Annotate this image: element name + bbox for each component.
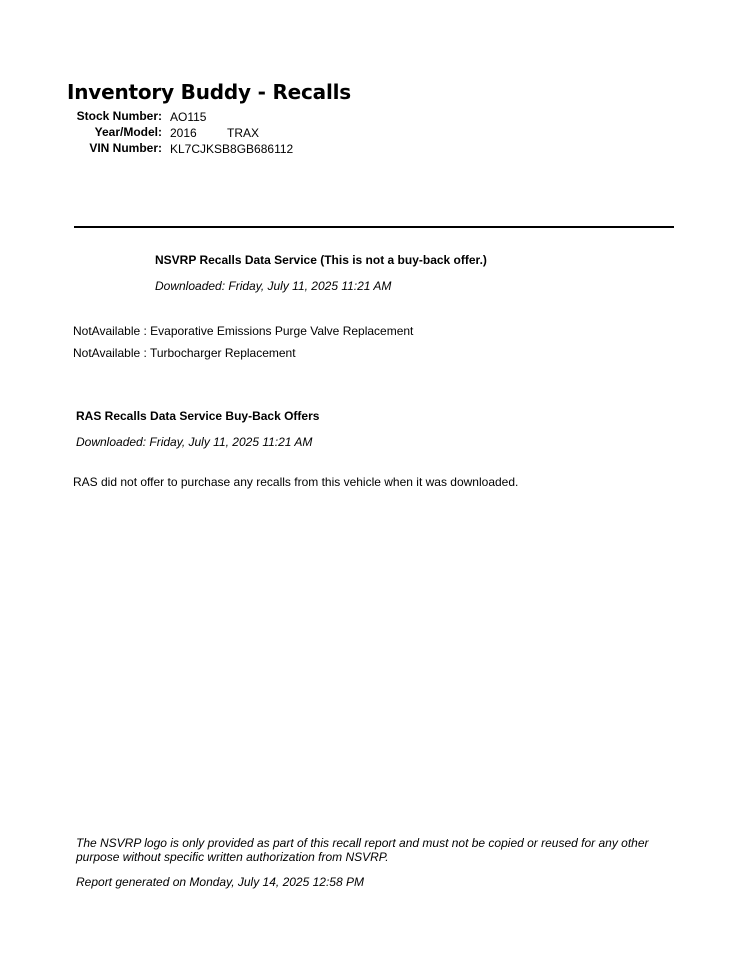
stock-number-value: AO115	[170, 110, 207, 124]
nsvrp-heading: NSVRP Recalls Data Service (This is not a buy-back offer.)	[155, 253, 487, 267]
model-value: TRAX	[227, 126, 260, 140]
ras-downloaded-date: Downloaded: Friday, July 11, 2025 11:21 AM	[76, 435, 313, 449]
recall-item: NotAvailable : Evaporative Emissions Purge Valve Replacement	[73, 324, 414, 338]
ras-message: RAS did not offer to purchase any recalls from this vehicle when it was downloaded.	[73, 475, 519, 489]
vin-number-value: KL7CJKSB8GB686112	[170, 142, 294, 156]
disclaimer-text: The NSVRP logo is only provided as part of this recall report and must not be copied or reused for any other purpose without specific written authorization from NSVRP.	[76, 836, 649, 864]
year-value: 2016	[170, 126, 197, 140]
ras-heading: RAS Recalls Data Service Buy-Back Offers	[76, 409, 320, 423]
report-generated-text: Report generated on Monday, July 14, 2025 12:58 PM	[76, 875, 364, 889]
page-title: Inventory Buddy - Recalls	[67, 80, 351, 104]
stock-number-label: Stock Number:	[76, 109, 162, 123]
section-divider	[74, 226, 674, 228]
recall-item: NotAvailable : Turbocharger Replacement	[73, 346, 296, 360]
nsvrp-downloaded-date: Downloaded: Friday, July 11, 2025 11:21 AM	[155, 279, 392, 293]
vin-number-label: VIN Number:	[89, 141, 162, 155]
year-model-label: Year/Model:	[94, 125, 162, 139]
